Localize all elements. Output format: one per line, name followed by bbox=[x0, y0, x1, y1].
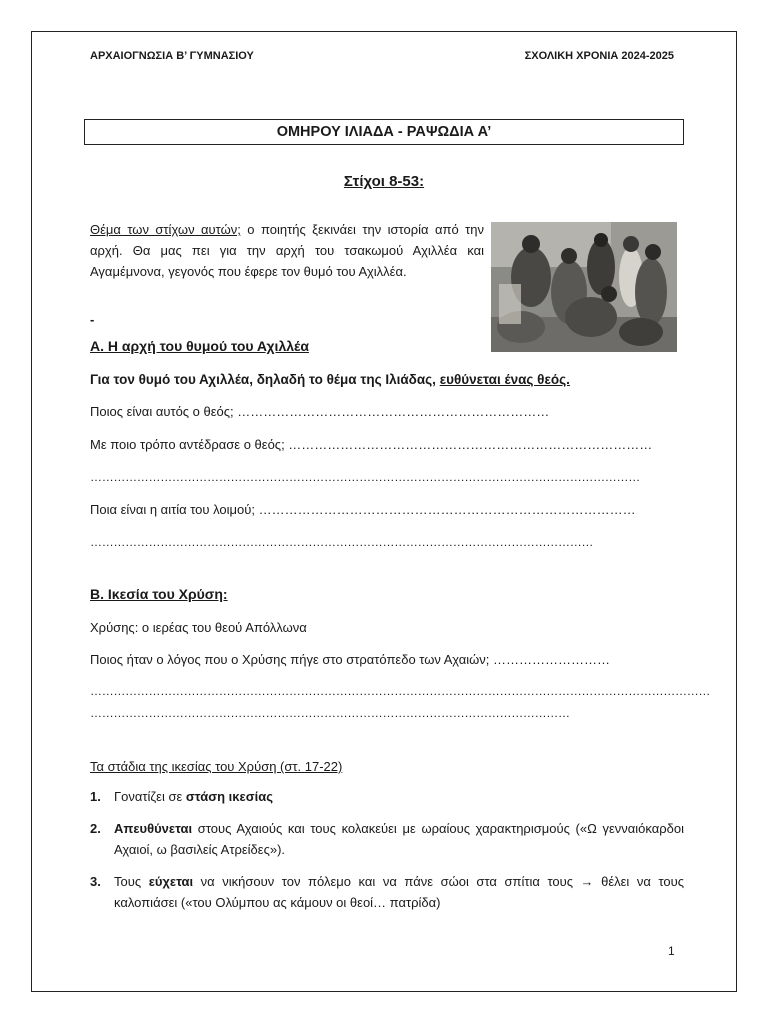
item-emphasis: Απευθύνεται bbox=[114, 821, 193, 836]
stages-list bbox=[90, 786, 684, 924]
section-b-heading: Β. Ικεσία του Χρύση: bbox=[90, 586, 228, 602]
item-number: 3. bbox=[90, 874, 101, 889]
stages-heading: Τα στάδια της ικεσίας του Χρύση (στ. 17-22) bbox=[90, 759, 343, 774]
bullet-mark: - bbox=[90, 312, 95, 327]
list-item bbox=[90, 871, 684, 913]
question-chryses-reason: Ποιος ήταν ο λόγος που ο Χρύσης πήγε στο στρατόπεδο των Αχαιών; ……………………… bbox=[90, 652, 610, 667]
page-subtitle: Στίχοι 8-53: bbox=[343, 173, 425, 190]
item-number: 2. bbox=[90, 821, 101, 836]
page-title: ΟΜΗΡΟΥ ΙΛΙΑΔΑ - ΡΑΨΩΔΙΑ Α’ bbox=[84, 119, 684, 145]
item-text: στους Αχαιούς και τους κολακεύει με ωραίους χαρακτηρισμούς («Ω γενναιόκαρδοι Αχαιοί, ω βασιλείς Ατρείδες»). bbox=[114, 821, 684, 857]
item-emphasis: εύχεται bbox=[148, 874, 194, 889]
intro-paragraph bbox=[90, 219, 484, 282]
intro-text: ο ποιητής ξεκινάει την ιστορία από την αρχή. Θα μας πει για την αρχή του τσακωμού Αχιλλέα και Αγαμέμνονα, γεγονός που έφερε τον θυμό του Αχιλλέα. bbox=[90, 222, 484, 279]
question-plague-cause: Ποια είναι η αιτία του λοιμού; …………………………………………………………………………… bbox=[90, 502, 636, 517]
statement-emphasis: ευθύνεται ένας θεός. bbox=[439, 372, 570, 387]
question-god-identity: Ποιος είναι αυτός ο θεός; ……………………………………………………………… bbox=[90, 404, 550, 419]
answer-line: …………………………………………………………………………………………………………………………… bbox=[90, 470, 640, 484]
question-god-reaction: Με ποιο τρόπο αντέδρασε ο θεός; ………………………………………………………………………… bbox=[90, 437, 653, 452]
header-school-year: ΣΧΟΛΙΚΗ ΧΡΟΝΙΑ 2024-2025 bbox=[524, 50, 674, 62]
item-text: Γονατίζει σε bbox=[114, 789, 186, 804]
answer-line: ………………………………………………………………………………………………………………… bbox=[90, 535, 594, 549]
achilles-painting-image bbox=[491, 222, 677, 352]
section-a-heading: Α. Η αρχή του θυμού του Αχιλλέα bbox=[90, 338, 309, 354]
section-a-statement bbox=[90, 372, 570, 387]
item-emphasis: στάση ικεσίας bbox=[185, 789, 273, 804]
statement-text: Για τον θυμό του Αχιλλέα, δηλαδή το θέμα της Ιλιάδας, bbox=[90, 372, 440, 387]
list-item bbox=[90, 818, 684, 860]
item-text: Τους bbox=[114, 874, 149, 889]
chryses-definition: Χρύσης: ο ιερέας του θεού Απόλλωνα bbox=[90, 620, 307, 635]
item-text: να νικήσουν τον πόλεμο και να πάνε σώοι στα σπίτια τους → θέλει να τους καλοπιάσει («του Ολύμπου ας κάμουν οι θεοί… πατρίδα) bbox=[114, 874, 685, 910]
answer-line: …………………………………………………………………………………………………………………………………………… bbox=[90, 684, 711, 698]
header-subject: ΑΡΧΑΙΟΓΝΩΣΙΑ Β’ ΓΥΜΝΑΣΙΟΥ bbox=[90, 50, 254, 62]
answer-line: …………………………………………………………………………………………………………… bbox=[90, 706, 570, 720]
list-item bbox=[90, 786, 684, 807]
page-number: 1 bbox=[668, 944, 675, 958]
item-number: 1. bbox=[90, 789, 101, 804]
intro-label: Θέμα των στίχων αυτών; bbox=[90, 222, 241, 237]
